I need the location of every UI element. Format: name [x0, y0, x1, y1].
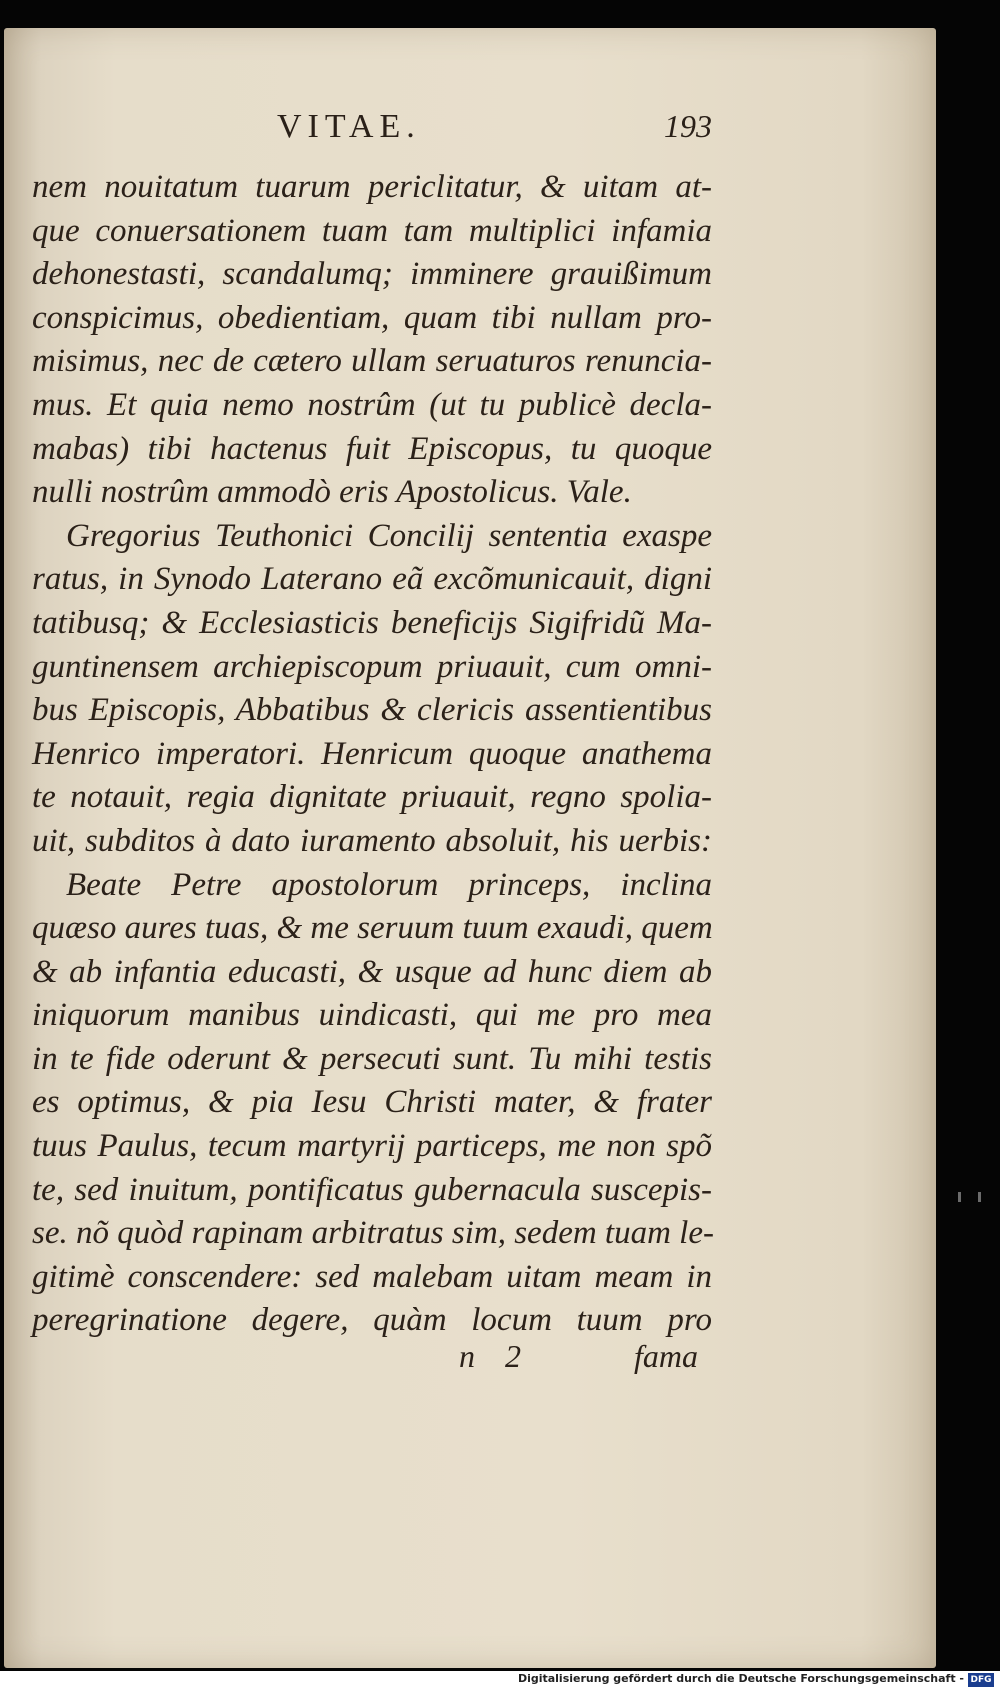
- text-line: mus. Et quia nemo nostrûm (ut tu publicè decla-: [32, 386, 712, 423]
- text-line: Gregorius Teuthonici Concilij sententia exaspe: [66, 517, 712, 554]
- text-line: tuus Paulus, tecum martyrij particeps, me non spõ: [32, 1128, 712, 1165]
- body-text: [32, 166, 712, 1343]
- running-head: [4, 108, 936, 158]
- text-line: tatibusq; & Ecclesiasticis beneficijs Sigifridũ Ma-: [32, 604, 712, 641]
- text-line: nem nouitatum tuarum periclitatur, & uitam at-: [32, 169, 712, 205]
- text-line: se. nõ quòd rapinam arbitratus sim, sedem tuam le-: [32, 1215, 714, 1252]
- text-line: guntinensem archiepiscopum priuauit, cum omni-: [32, 648, 712, 685]
- text-line: mabas) tibi hactenus fuit Episcopus, tu quoque: [32, 430, 712, 467]
- text-line: conspicimus, obedientiam, quam tibi nullam pro-: [32, 299, 712, 336]
- text-line: Beate Petre apostolorum princeps, inclina: [66, 866, 712, 903]
- text-line: Henrico imperatori. Henricum quoque anathema: [32, 735, 712, 772]
- running-head-title: VITAE.: [277, 108, 421, 145]
- text-line: misimus, nec de cætero ullam seruaturos renuncia-: [32, 343, 712, 380]
- scan-mark: [958, 1192, 961, 1202]
- text-line: in te fide oderunt & persecuti sunt. Tu mihi testis: [32, 1040, 712, 1077]
- text-line: nulli nostrûm ammodò eris Apostolicus. Vale.: [32, 474, 632, 511]
- page-number: 193: [664, 108, 712, 144]
- signature-mark: n 2: [459, 1338, 521, 1374]
- text-line: ratus, in Synodo Laterano eã excõmunicauit, digni: [32, 561, 712, 598]
- catchword: fama: [634, 1338, 698, 1374]
- text-line: te notauit, regia dignitate priuauit, regno spolia-: [32, 779, 712, 816]
- text-line: que conuersationem tuam tam multiplici infamia: [32, 212, 712, 249]
- funding-credit: Digitalisierung gefördert durch die Deutsche Forschungsgemeinschaft -: [517, 1672, 964, 1685]
- text-line: uit, subditos à dato iuramento absoluit, his uerbis:: [32, 822, 712, 859]
- text-line: te, sed inuitum, pontificatus gubernacula suscepis-: [32, 1171, 712, 1208]
- digitization-footer: [0, 1671, 1000, 1690]
- text-line: bus Episcopis, Abbatibus & clericis assentientibus: [32, 692, 712, 729]
- text-line: es optimus, & pia Iesu Christi mater, & frater: [32, 1084, 712, 1121]
- text-line: peregrinatione degere, quàm locum tuum pro: [32, 1302, 712, 1339]
- dfg-logo: DFG: [968, 1673, 994, 1687]
- book-page: [4, 28, 936, 1668]
- text-line: dehonestasti, scandalumq; imminere grauißimum: [32, 256, 712, 293]
- text-line: quæso aures tuas, & me seruum tuum exaudi, quem: [32, 910, 713, 947]
- signature-line: [4, 1338, 936, 1388]
- text-line: iniquorum manibus uindicasti, qui me pro mea: [32, 997, 712, 1034]
- scan-mark: [978, 1192, 981, 1202]
- text-line: & ab infantia educasti, & usque ad hunc diem ab: [32, 953, 712, 990]
- text-line: gitimè conscendere: sed malebam uitam meam in: [32, 1258, 712, 1295]
